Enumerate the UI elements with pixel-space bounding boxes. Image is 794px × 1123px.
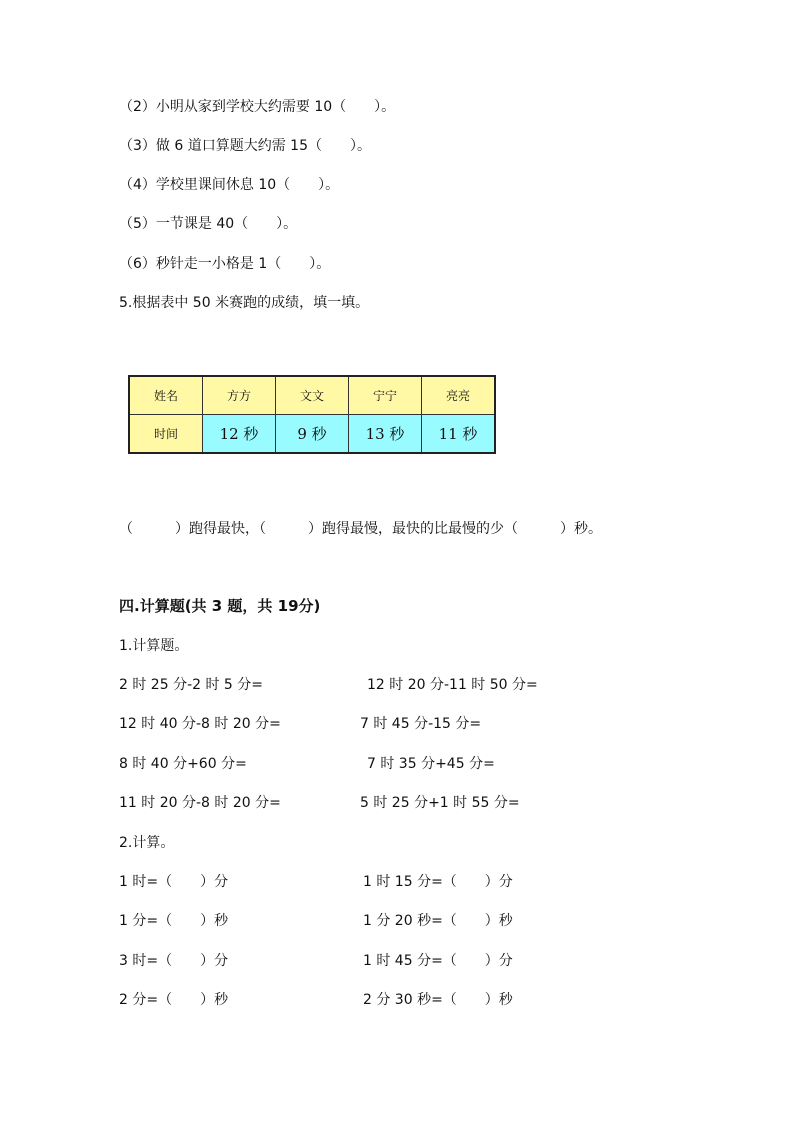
calc-item: 12 时 40 分-8 时 20 分= <box>119 716 281 732</box>
table-cell: 宁宁 <box>349 376 422 415</box>
fill-item: （4）学校里课间休息 10（ ）。 <box>119 177 340 193</box>
conversion-item: 1 分 20 秒=（ ）秒 <box>363 913 513 929</box>
table-row <box>129 376 495 415</box>
table-cell: 9 秒 <box>276 415 349 454</box>
table-cell: 12 秒 <box>203 415 276 454</box>
calc-item: 7 时 35 分+45 分= <box>367 756 495 772</box>
calc-item: 5 时 25 分+1 时 55 分= <box>360 795 520 811</box>
fill-item: （3）做 6 道口算题大约需 15（ ）。 <box>119 138 371 154</box>
table-cell: 文文 <box>276 376 349 415</box>
q2-title: 2.计算。 <box>119 835 175 851</box>
fill-item: （5）一节课是 40（ ）。 <box>119 216 298 232</box>
calc-item: 2 时 25 分-2 时 5 分= <box>119 677 264 693</box>
conversion-item: 1 时 45 分=（ ）分 <box>363 953 513 969</box>
fill-item: （2）小明从家到学校大约需要 10（ ）。 <box>119 99 396 115</box>
conversion-item: 3 时=（ ）分 <box>119 953 229 969</box>
conversion-item: 2 分 30 秒=（ ）秒 <box>363 992 513 1008</box>
table-cell: 姓名 <box>129 376 203 415</box>
conversion-item: 1 时 15 分=（ ）分 <box>363 874 513 890</box>
q5-answer-line: （ ）跑得最快，（ ）跑得最慢，最快的比最慢的少（ ）秒。 <box>119 521 602 537</box>
calc-item: 7 时 45 分-15 分= <box>360 716 482 732</box>
table-cell: 方方 <box>203 376 276 415</box>
conversion-item: 2 分=（ ）秒 <box>119 992 229 1008</box>
calc-item: 12 时 20 分-11 时 50 分= <box>367 677 538 693</box>
q1-title: 1.计算题。 <box>119 638 189 654</box>
section-4-title: 四.计算题(共 3 题，共 19分) <box>119 597 321 615</box>
race-results-table <box>128 375 496 454</box>
calc-item: 11 时 20 分-8 时 20 分= <box>119 795 281 811</box>
fill-item: （6）秒针走一小格是 1（ ）。 <box>119 256 331 272</box>
table-cell: 时间 <box>129 415 203 454</box>
conversion-item: 1 分=（ ）秒 <box>119 913 229 929</box>
table-cell: 13 秒 <box>349 415 422 454</box>
table-row <box>129 415 495 454</box>
table-cell: 亮亮 <box>422 376 496 415</box>
calc-item: 8 时 40 分+60 分= <box>119 756 247 772</box>
question-5-title: 5.根据表中 50 米赛跑的成绩，填一填。 <box>119 295 370 311</box>
conversion-item: 1 时=（ ）分 <box>119 874 229 890</box>
table-cell: 11 秒 <box>422 415 496 454</box>
